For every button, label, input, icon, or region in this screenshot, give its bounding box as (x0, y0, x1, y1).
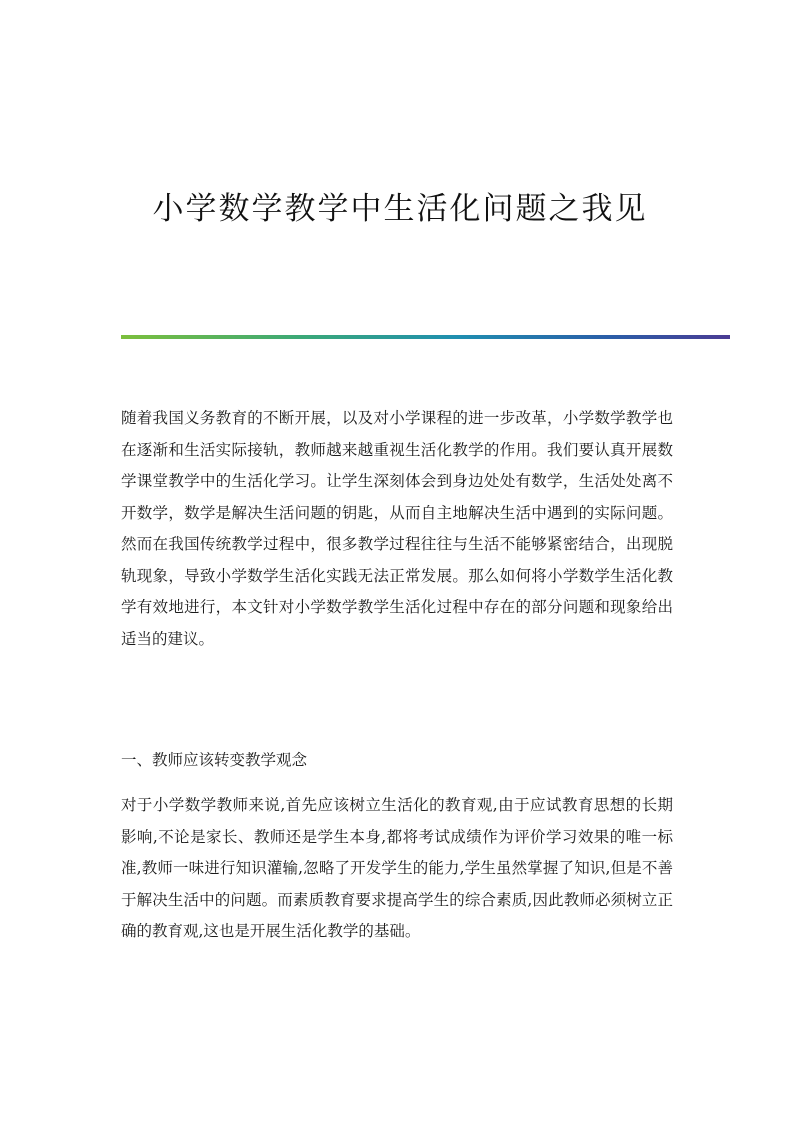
page-title: 小学数学教学中生活化问题之我见 (152, 191, 648, 227)
section-heading: 一、教师应该转变教学观念 (121, 751, 308, 769)
section-paragraph: 对于小学数学教师来说,首先应该树立生活化的教育观,由于应试教育思想的长期影响,不论是家长、教师还是学生本身,都将考试成绩作为评价学习效果的唯一标准,教师一味进行知识灌输,忽略了开发学生的能力,学生虽然掌握了知识,但是不善于解决生活中的问题。而素质教育要求提高学生的综合素质,因此教师必须树立正确的教育观,这也是开展生活化教学的基础。 (121, 796, 673, 940)
intro-paragraph: 随着我国义务教育的不断开展，以及对小学课程的进一步改革，小学数学教学也在逐渐和生活实际接轨，教师越来越重视生活化教学的作用。我们要认真开展数学课堂教学中的生活化学习。让学生深刻体会到身边处处有数学，生活处处离不开数学，数学是解决生活问题的钥匙，从而自主地解决生活中遇到的实际问题。然而在我国传统教学过程中，很多教学过程往往与生活不能够紧密结合，出现脱轨现象，导致小学数学生活化实践无法正常发展。那么如何将小学数学生活化教学有效地进行，本文针对小学数学教学生活化过程中存在的部分问题和现象给出适当的建议。 (121, 409, 673, 648)
title-divider (121, 335, 730, 339)
